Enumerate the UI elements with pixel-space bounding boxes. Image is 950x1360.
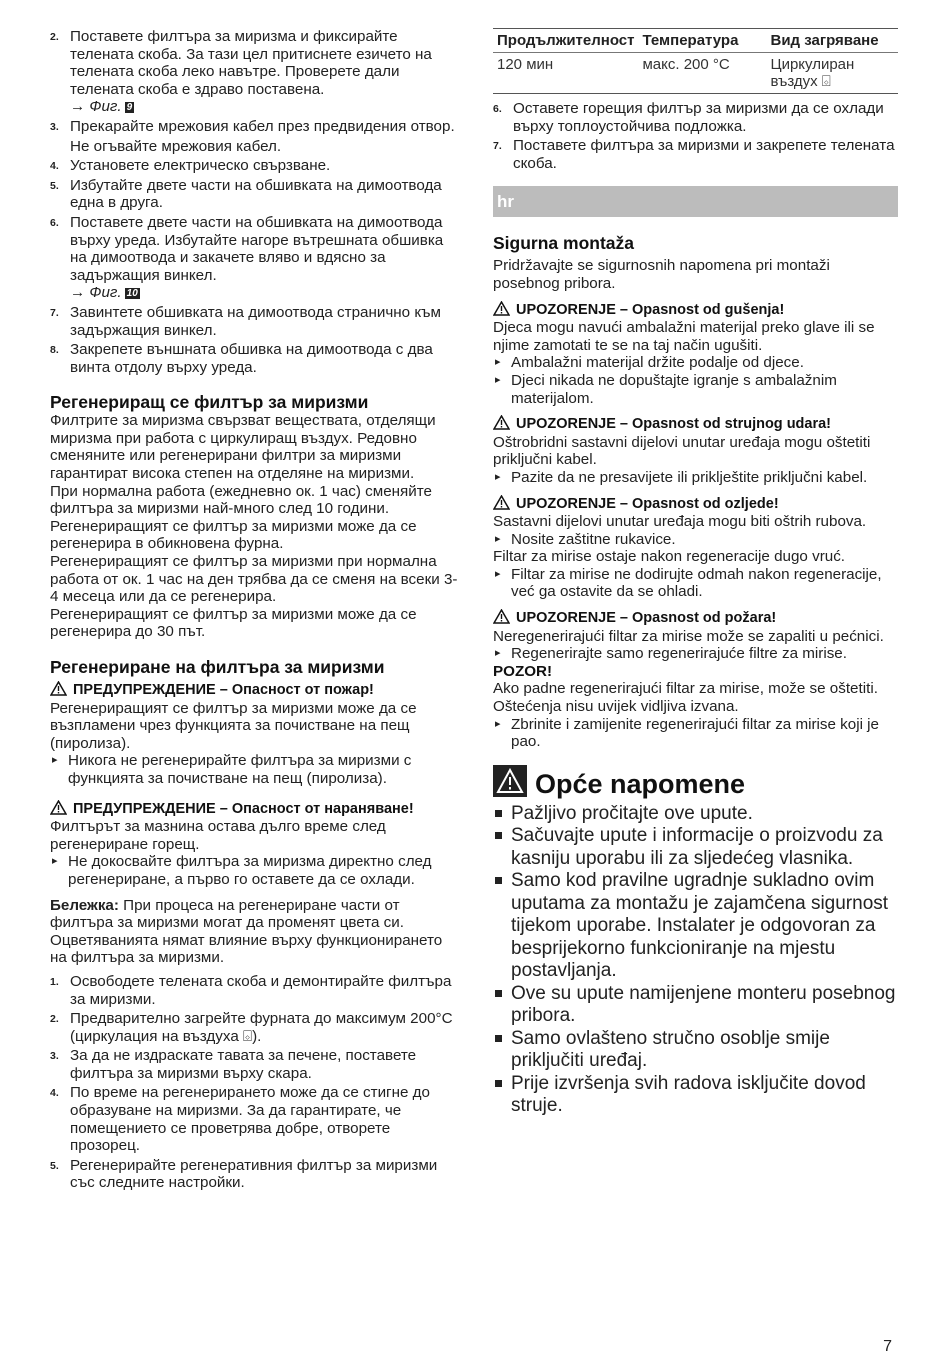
warning-square-icon [493,765,527,797]
warning-bullet: ▸ Nosite zaštitne rukavice. [493,531,898,549]
list-item [493,100,898,135]
step-text: За да не издраскате тавата за печене, поставете филтъра за миризми върху скара. [70,1047,417,1082]
list-item [50,304,458,339]
figure-number: 10 [126,288,138,300]
filter-section [50,392,458,641]
list-item [50,973,458,1008]
figure-reference: → Фиг. 9 [70,98,133,116]
step-text: Прекарайте мрежовия кабел през предвидения отвор. [70,117,455,135]
step-number: 6. [493,103,502,115]
cooling-steps-list [493,100,898,172]
warning-injury: ПРЕДУПРЕЖДЕНИЕ – Опасност от нараняване! [50,800,458,819]
warning-injury-hr: UPOZORENJE – Opasnost od ozljede! [493,495,898,514]
table-header: Продължителност [493,29,638,53]
warning-text: Djeca mogu navući ambalažni materijal preko glave ili se njime zamotati te se na taj način ugušiti. [493,319,875,354]
warning-electric: UPOZORENJE – Opasnost od strujnog udara! [493,415,898,434]
safety-section [493,233,898,750]
step-text: Завинтете обшивката на димоотвода странично към задържащия винкел. [70,303,441,339]
step-number: 3. [50,120,59,133]
table-cell: Циркулиран въздух ⌺ [766,53,898,94]
table-row [493,53,898,94]
step-number: 6. [50,216,59,229]
step-text: Освободете телената скоба и демонтирайте филтъра за миризми. [70,972,452,1008]
general-notes-heading: Opće napomene [493,765,898,799]
page-number: 7 [883,1338,892,1355]
list-item [50,118,458,136]
step-text: Предварително загрейте фурната до максимум 200°C (циркулация на въздуха ⌺). [70,1010,453,1045]
warning-text: Регенериращият се филтър за миризми може да се възпламени чрез функцията за почистване на пещ (пиролиза). [50,699,417,752]
list-item [50,1157,458,1192]
caution-bullet: ▸ Zbrinite i zamijenite regenerirajući filtar za mirise koji je pao. [493,716,898,751]
warning-bullet: ▸ Filtar za mirise ne dodirujte odmah nakon regeneracije, već ga ostavite da se ohladi. [493,566,898,601]
warning-bullet: ▸ Не докосвайте филтъра за миризма директно след регенериране, а първо го оставете да се охлади. [50,853,458,888]
step-text: Поставете филтъра за миризми и закрепете телената скоба. [513,137,895,172]
bullet-item: Pažljivo pročitajte ove upute. [493,803,898,826]
list-item [50,341,458,376]
step-number: 7. [493,140,502,153]
warning-triangle-icon [493,495,510,510]
caution-text: Ako padne regenerirajući filtar za mirise, može se oštetiti. Oštećenja nisu uvijek vidljiva izvana. [493,680,878,716]
paragraph: Регенериращият се филтър за миризми при нормална работа от ок. 1 час на ден трябва да се сменя на всеки 3-4 месеца или да се регенерира. [50,553,458,606]
step-text: Избутайте двете части на обшивката на димоотвода една в друга. [70,176,442,212]
step-note: Не огъвайте мрежовия кабел. [70,137,282,155]
step-number: 5. [50,1159,59,1172]
table-header: Вид загряване [766,29,898,53]
paragraph: Филтрите за миризма свързват веществата, отделящи миризма при работа с циркулиращ въздух. Редовно сменяните или регенерирани филтри за миризми гарантират висока степен на отделяне на миризми. [50,412,436,483]
bullet-item: Sačuvajte upute i informacije o proizvodu za kasniju uporabu ili za sljedećeg vlasnika. [493,825,898,870]
step-text: Поставете двете части на обшивката на димоотвода върху уреда. Избутайте нагоре вътрешната обшивка на димоотвода и закачете вляво и вдясно за задържащия винкел. [70,213,444,284]
warning-triangle-icon [493,609,510,624]
step-text: Поставете филтъра за миризма и фиксирайте телената скоба. За тази цел притиснете езичето на телената скоба леко навътре. Проверете дали телената скоба е здраво поставена. [70,28,432,98]
left-column [50,28,458,1194]
warning-bullet: ▸ Pazite da ne presavijete ili priklještite priključni kabel. [493,469,898,487]
warning-fire-hr: UPOZORENJE – Opasnost od požara! [493,609,898,628]
settings-table [493,28,898,94]
caution-label: POZOR! [493,662,553,680]
warning-bullet: ▸ Никога не регенерирайте филтъра за миризми с функцията за почистване на пещ (пиролиза). [50,752,458,787]
step-number: 5. [50,179,59,192]
right-column [493,28,898,1118]
paragraph: Регенериращият се филтър за миризми може да се регенерира в обикновена фурна. [50,517,417,553]
section-intro: Pridržavajte se sigurnosnih napomena pri montaži posebnog pribora. [493,257,830,292]
note-label: Бележка: [50,896,119,914]
warning-text: Filtar za mirise ostaje nakon regeneracije dugo vruć. [493,548,846,566]
warning-bullet: ▸ Regenerirajte samo regenerirajuće filtre za mirise. [493,645,898,663]
warning-triangle-icon [50,800,67,815]
paragraph: При нормална работа (ежедневно ок. 1 час) сменяйте филтъра за миризми най-много след 10 години. [50,482,432,518]
step-number: 3. [50,1050,59,1063]
table-cell: 120 мин [493,53,638,94]
step-number: 2. [50,31,59,43]
section-title: Sigurna montaža [493,233,634,254]
step-number: 2. [50,1013,59,1026]
paragraph: Регенериращият се филтър за миризми може да се регенерира до 30 път. [50,605,417,641]
warning-text: Oštrobridni sastavni dijelovi unutar uređaja mogu oštetiti priključni kabel. [493,433,871,469]
list-item [50,177,458,212]
step-text: По време на регенерирането може да се стигне до образуване на миризми. За да гарантирате, че помещението се проветрява добре, отворете прозорец. [70,1084,430,1155]
step-text: Оставете горещия филтър за миризми да се охлади върху топлоустойчива подложка. [513,100,884,135]
warning-suffocation: UPOZORENJE – Opasnost od gušenja! [493,301,898,320]
regeneration-steps-list [50,973,458,1192]
list-item [493,137,898,172]
warning-triangle-icon [50,681,67,696]
warning-bullet: ▸ Djeci nikada ne dopuštajte igranje s ambalažnim materijalom. [493,372,898,407]
section-title: Регенериращ се филтър за миризми [50,392,369,413]
general-notes-list [493,803,898,1118]
note-paragraph: Бележка: При процеса на регенериране части от филтъра за миризми могат да променят цвета си. Оцветяванията нямат влияние върху функционирането на филтъра за миризми. [50,896,443,967]
filter-paragraphs [50,412,458,641]
list-item [50,157,458,175]
warning-fire: ПРЕДУПРЕЖДЕНИЕ – Опасност от пожар! [50,681,458,700]
list-item [50,28,458,116]
step-number: 8. [50,344,59,357]
figure-reference: → Фиг. 10 [70,284,138,302]
table-header: Температура [638,29,766,53]
section-title: Регенериране на филтъра за миризми [50,657,385,677]
warning-text: Филтърът за мазнина остава дълго време след регенериране горещ. [50,818,386,853]
bullet-item: Prije izvršenja svih radova isključite dovod struje. [493,1073,898,1118]
bullet-item: Samo kod pravilne ugradnje sukladno ovim uputama za montažu je zajamčena sigurnost tijekom uporabe. Instalater je odgovoran za besprijekorno funkcioniranje na mjestu postavljanja. [493,870,898,983]
warning-triangle-icon [493,301,510,316]
list-item [50,214,458,302]
warning-text: Sastavni dijelovi unutar uređaja mogu biti oštrih rubova. [493,513,867,531]
list-item [50,1010,458,1045]
step-text: Регенерирайте регенеративния филтър за миризми със следните настройки. [70,1156,438,1192]
step-text: Закрепете външната обшивка на димоотвода с два винта отдолу върху уреда. [70,341,433,376]
warning-triangle-icon [493,415,510,430]
step-number: 1. [50,975,59,988]
list-item [50,1047,458,1082]
step-text: Установете електрическо свързване. [70,157,331,175]
install-steps-list [50,28,458,376]
language-bar: hr [493,186,898,217]
figure-number: 9 [126,102,133,114]
warning-bullet: ▸ Ambalažni materijal držite podalje od djece. [493,354,898,372]
step-number: 7. [50,306,59,319]
step-number: 4. [50,160,59,173]
list-item [50,1084,458,1154]
warning-text: Neregenerirajući filtar za mirise može se zapaliti u pećnici. [493,627,884,645]
table-cell: макс. 200 °C [638,53,766,94]
step-number: 4. [50,1087,59,1100]
table-header-row [493,29,898,53]
bullet-item: Ove su upute namijenjene monteru posebnog pribora. [493,983,898,1028]
regeneration-section [50,657,458,1192]
bullet-item: Samo ovlašteno stručno osoblje smije priključiti uređaj. [493,1028,898,1073]
